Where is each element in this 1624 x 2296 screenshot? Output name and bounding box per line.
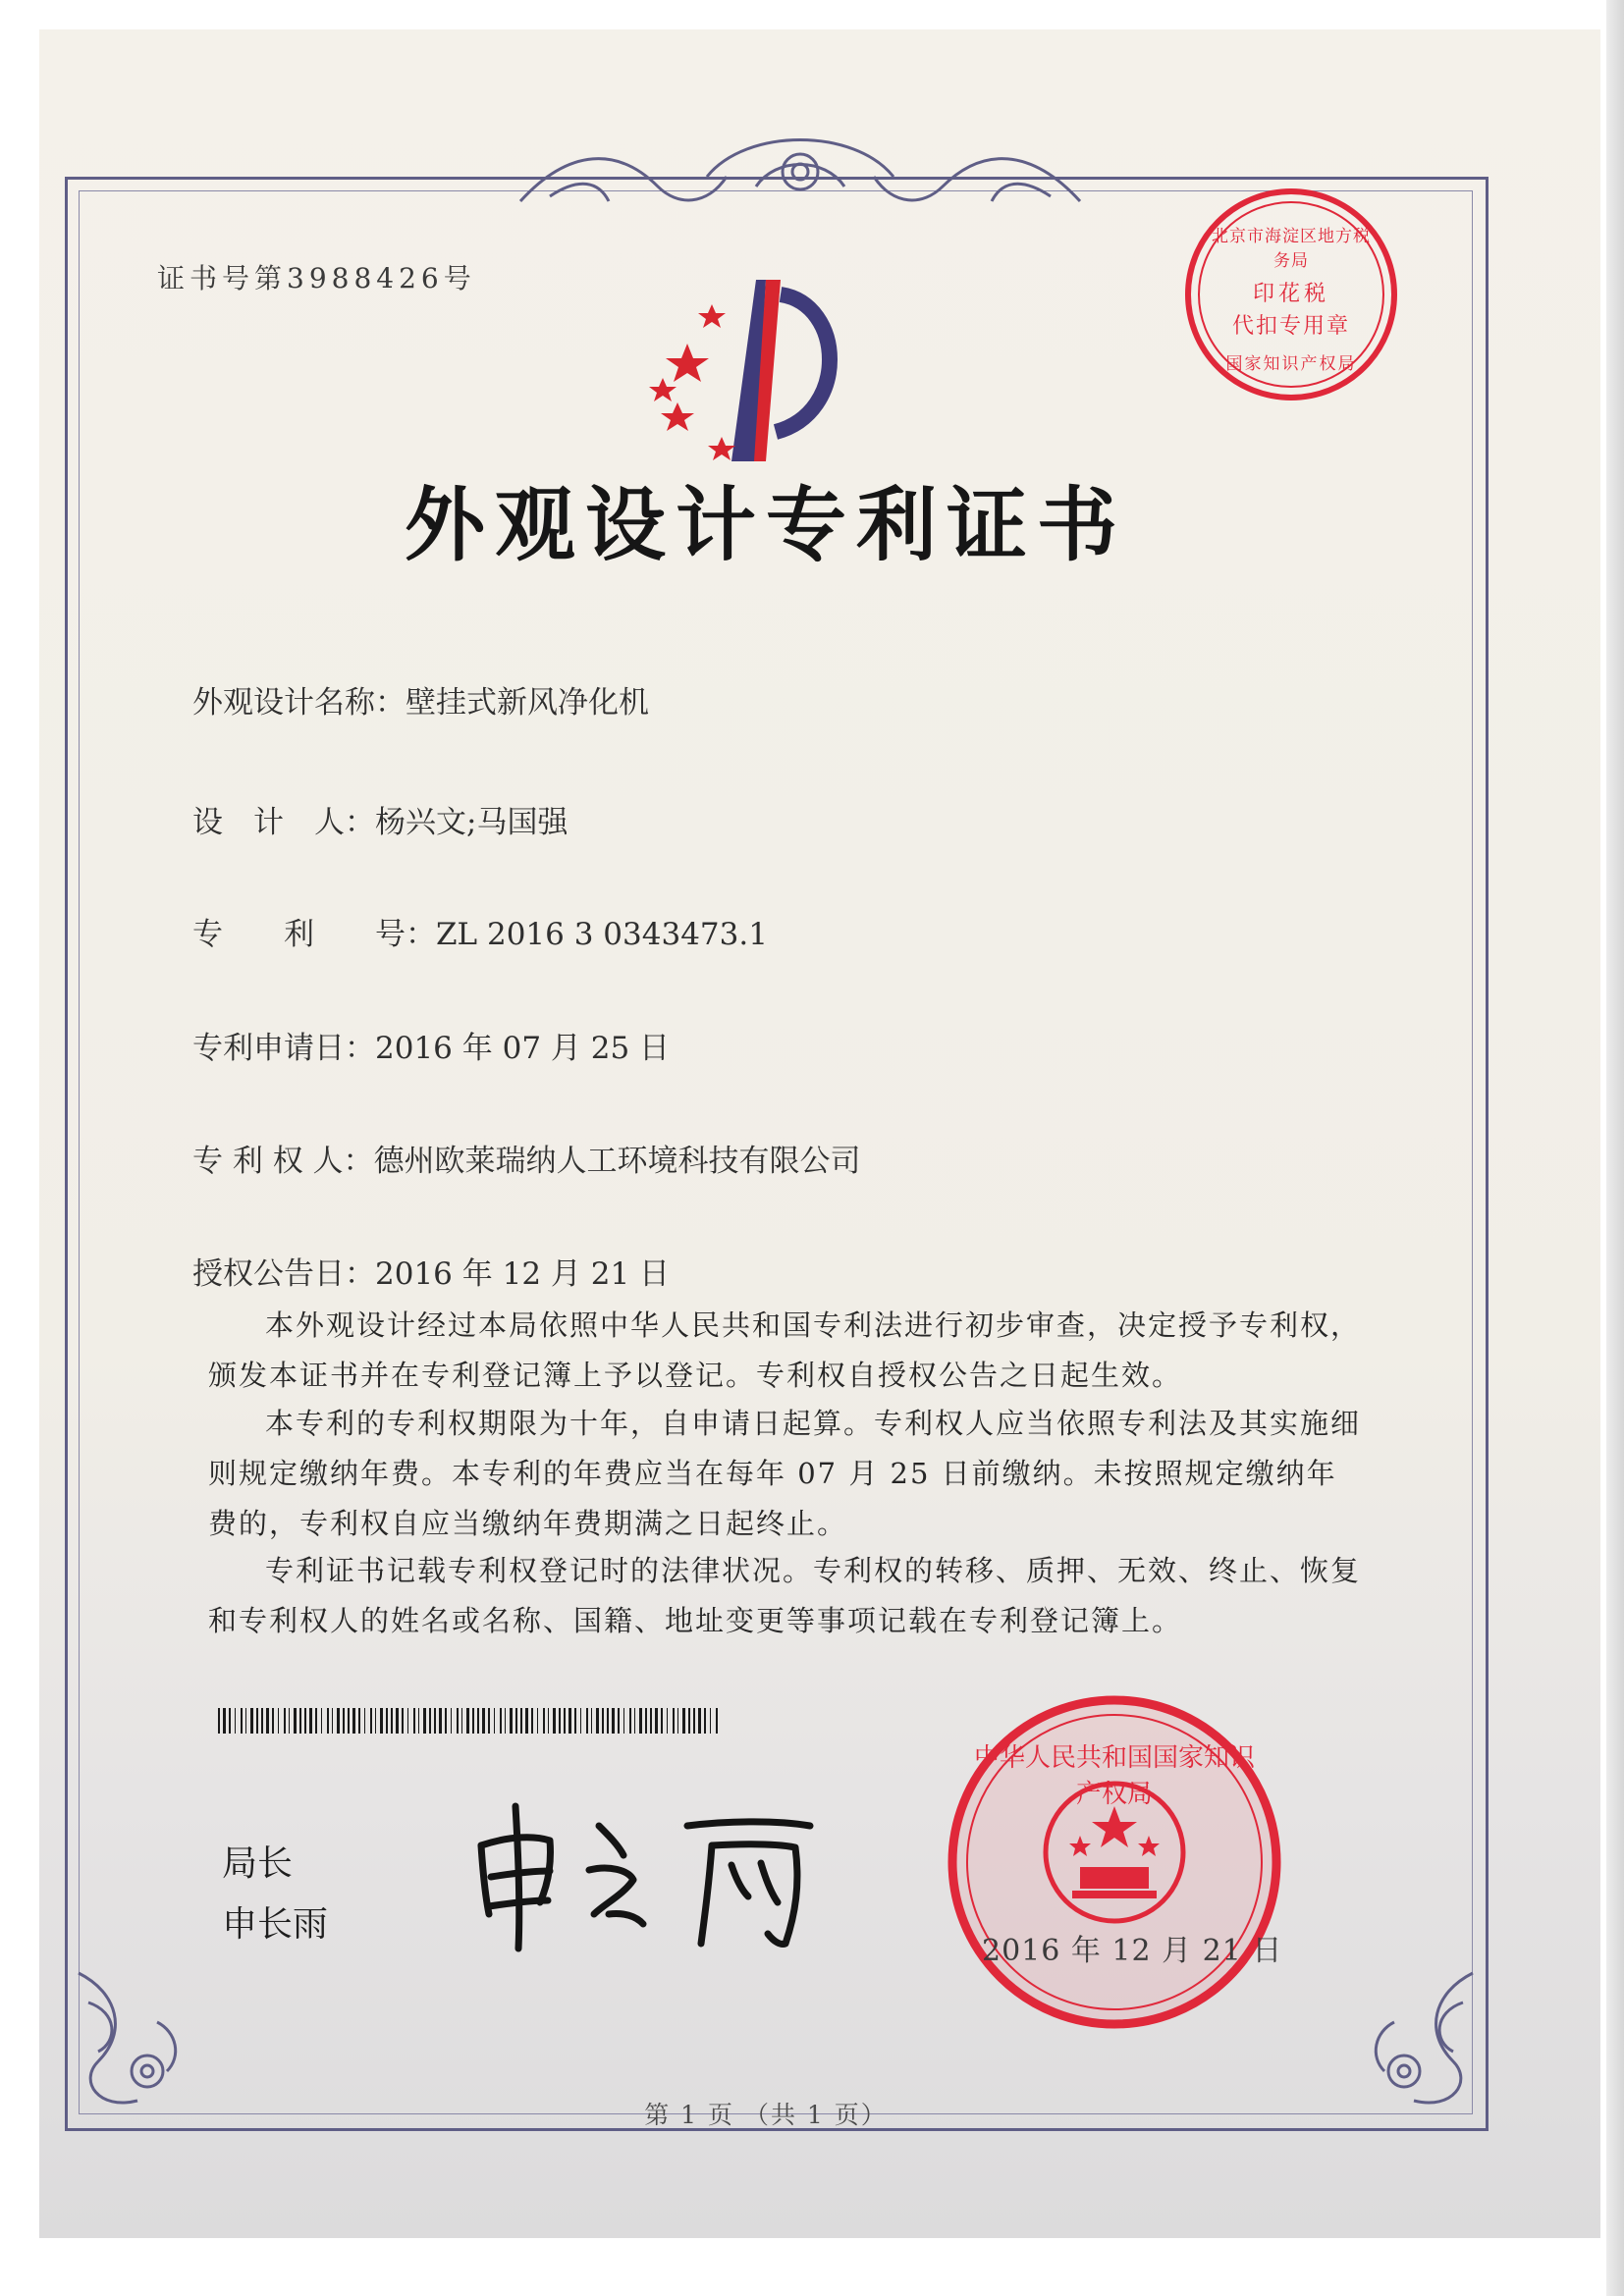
field-designer <box>192 797 568 841</box>
top-ornament-icon <box>511 118 1090 226</box>
director-title: 局长 <box>222 1843 294 1884</box>
field-patentee-label: 专 利 权 人： <box>192 1144 374 1179</box>
field-grant-date-value: 2016 年 12 月 21 日 <box>375 1256 671 1292</box>
patent-office-emblem-icon <box>619 265 874 471</box>
field-patent-number-value: ZL 2016 3 0343473.1 <box>436 917 768 952</box>
certificate-number: 证书号第3988426号 <box>157 262 476 294</box>
body-paragraph-1: 本外观设计经过本局依照中华人民共和国专利法进行初步审查，决定授予专利权，颁发本证书并在专利登记簿上予以登记。专利权自授权公告之日起生效。 <box>208 1308 1362 1392</box>
tax-seal-ring-text: 北京市海淀区地方税务局 <box>1212 227 1371 271</box>
field-grant-date-label: 授权公告日： <box>192 1256 375 1292</box>
director-name: 申长雨 <box>222 1904 329 1945</box>
field-designer-value: 杨兴文;马国强 <box>375 805 568 840</box>
field-patentee-value: 德州欧莱瑞纳人工环境科技有限公司 <box>373 1144 861 1179</box>
field-application-date <box>192 1023 670 1067</box>
field-designer-label: 设 计 人： <box>192 805 375 840</box>
field-design-name <box>192 677 649 721</box>
tax-seal-line-1: 印花税 <box>1252 282 1329 306</box>
scan-page-edge <box>1606 0 1624 2296</box>
body-paragraph-2: 本专利的专利权期限为十年，自申请日起算。专利权人应当依照专利法及其实施细则规定缴纳年费。本专利的年费应当在每年 07 月 25 日前缴纳。未按照规定缴纳年费的，专利权自应当缴纳年费期满之日起终止。 <box>208 1407 1362 1540</box>
field-patent-number-label: 专 利 号： <box>192 917 436 952</box>
field-application-date-label: 专利申请日： <box>192 1031 375 1066</box>
barcode-icon <box>218 1708 721 1734</box>
certificate-title: 外观设计专利证书 <box>404 479 1127 572</box>
field-grant-date <box>192 1249 670 1293</box>
page-footer: 第 1 页 （共 1 页） <box>644 2101 888 2129</box>
signature-icon <box>461 1787 825 1953</box>
field-design-name-label: 外观设计名称： <box>192 685 406 721</box>
field-application-date-value: 2016 年 07 月 25 日 <box>375 1031 671 1066</box>
official-seal-ring-text: 中华人民共和国国家知识产权局 <box>973 1743 1255 1809</box>
field-patentee <box>192 1136 861 1180</box>
official-seal-date: 2016 年 12 月 21 日 <box>982 1934 1283 1968</box>
tax-seal-line-2: 代扣专用章 <box>1231 314 1350 339</box>
field-design-name-value: 壁挂式新风净化机 <box>406 685 649 721</box>
field-patent-number <box>192 909 768 953</box>
body-paragraph-3: 专利证书记载专利权登记时的法律状况。专利权的转移、质押、无效、终止、恢复和专利权人的姓名或名称、国籍、地址变更等事项记载在专利登记簿上。 <box>208 1554 1362 1637</box>
tax-seal-bottom-text: 国家知识产权局 <box>1225 354 1357 374</box>
